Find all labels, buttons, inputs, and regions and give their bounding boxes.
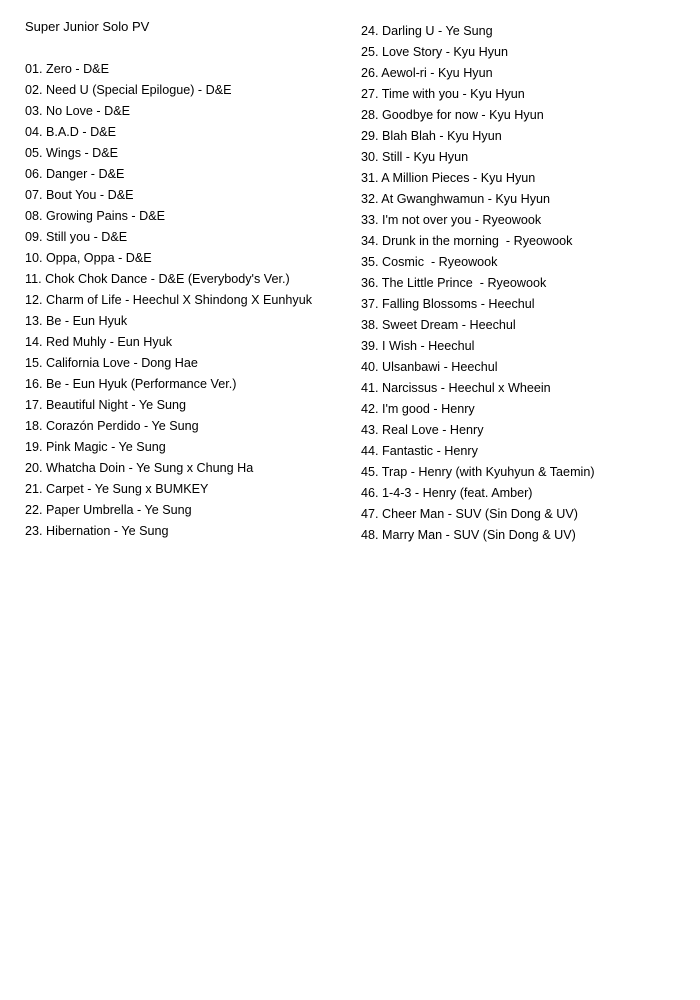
- list-item: 21. Carpet - Ye Sung x BUMKEY: [25, 482, 209, 496]
- list-item: 31. A Million Pieces - Kyu Hyun: [361, 171, 536, 185]
- list-item: 28. Goodbye for now - Kyu Hyun: [361, 108, 544, 122]
- list-item: 15. California Love - Dong Hae: [25, 356, 198, 370]
- list-item: 35. Cosmic - Ryeowook: [361, 255, 498, 269]
- list-item: 20. Whatcha Doin - Ye Sung x Chung Ha: [25, 461, 254, 475]
- list-item: 16. Be - Eun Hyuk (Performance Ver.): [25, 377, 237, 391]
- list-item: 25. Love Story - Kyu Hyun: [361, 45, 508, 59]
- list-item: 22. Paper Umbrella - Ye Sung: [25, 503, 192, 517]
- list-item: 01. Zero - D&E: [25, 62, 109, 76]
- list-item: 33. I'm not over you - Ryeowook: [361, 213, 542, 227]
- document-title: Super Junior Solo PV: [25, 19, 150, 34]
- list-item: 30. Still - Kyu Hyun: [361, 150, 469, 164]
- list-item: 19. Pink Magic - Ye Sung: [25, 440, 166, 454]
- list-item: 18. Corazón Perdido - Ye Sung: [25, 419, 199, 433]
- list-item: 37. Falling Blossoms - Heechul: [361, 297, 535, 311]
- list-item: 47. Cheer Man - SUV (Sin Dong & UV): [361, 507, 578, 521]
- list-item: 45. Trap - Henry (with Kyuhyun & Taemin): [361, 465, 595, 479]
- list-item: 09. Still you - D&E: [25, 230, 128, 244]
- list-item: 46. 1-4-3 - Henry (feat. Amber): [361, 486, 533, 500]
- list-item: 04. B.A.D - D&E: [25, 125, 116, 139]
- list-item: 40. Ulsanbawi - Heechul: [361, 360, 498, 374]
- list-item: 39. I Wish - Heechul: [361, 339, 475, 353]
- list-item: 17. Beautiful Night - Ye Sung: [25, 398, 187, 412]
- list-item: 34. Drunk in the morning - Ryeowook: [361, 234, 573, 248]
- list-item: 29. Blah Blah - Kyu Hyun: [361, 129, 502, 143]
- list-item: 02. Need U (Special Epilogue) - D&E: [25, 83, 232, 97]
- list-item: 05. Wings - D&E: [25, 146, 119, 160]
- list-item: 24. Darling U - Ye Sung: [361, 24, 493, 38]
- list-item: 41. Narcissus - Heechul x Wheein: [361, 381, 551, 395]
- list-item: 14. Red Muhly - Eun Hyuk: [25, 335, 172, 349]
- list-item: 07. Bout You - D&E: [25, 188, 134, 202]
- list-item: 08. Growing Pains - D&E: [25, 209, 165, 223]
- list-item: 42. I'm good - Henry: [361, 402, 475, 416]
- list-item: 10. Oppa, Oppa - D&E: [25, 251, 152, 265]
- list-item: 03. No Love - D&E: [25, 104, 130, 118]
- list-item: 11. Chok Chok Dance - D&E (Everybody's Ver.): [25, 272, 290, 286]
- list-item: 48. Marry Man - SUV (Sin Dong & UV): [361, 528, 576, 542]
- right-column-list: [361, 22, 691, 547]
- list-item: 06. Danger - D&E: [25, 167, 125, 181]
- list-item: 23. Hibernation - Ye Sung: [25, 524, 169, 538]
- list-item: 13. Be - Eun Hyuk: [25, 314, 128, 328]
- list-item: 44. Fantastic - Henry: [361, 444, 478, 458]
- left-column-list: [25, 60, 345, 543]
- list-item: 36. The Little Prince - Ryeowook: [361, 276, 547, 290]
- list-item: 43. Real Love - Henry: [361, 423, 484, 437]
- list-item: 12. Charm of Life - Heechul X Shindong X Eunhyuk: [25, 293, 313, 307]
- list-item: 26. Aewol-ri - Kyu Hyun: [361, 66, 493, 80]
- list-item: 32. At Gwanghwamun - Kyu Hyun: [361, 192, 551, 206]
- list-item: 27. Time with you - Kyu Hyun: [361, 87, 525, 101]
- list-item: 38. Sweet Dream - Heechul: [361, 318, 516, 332]
